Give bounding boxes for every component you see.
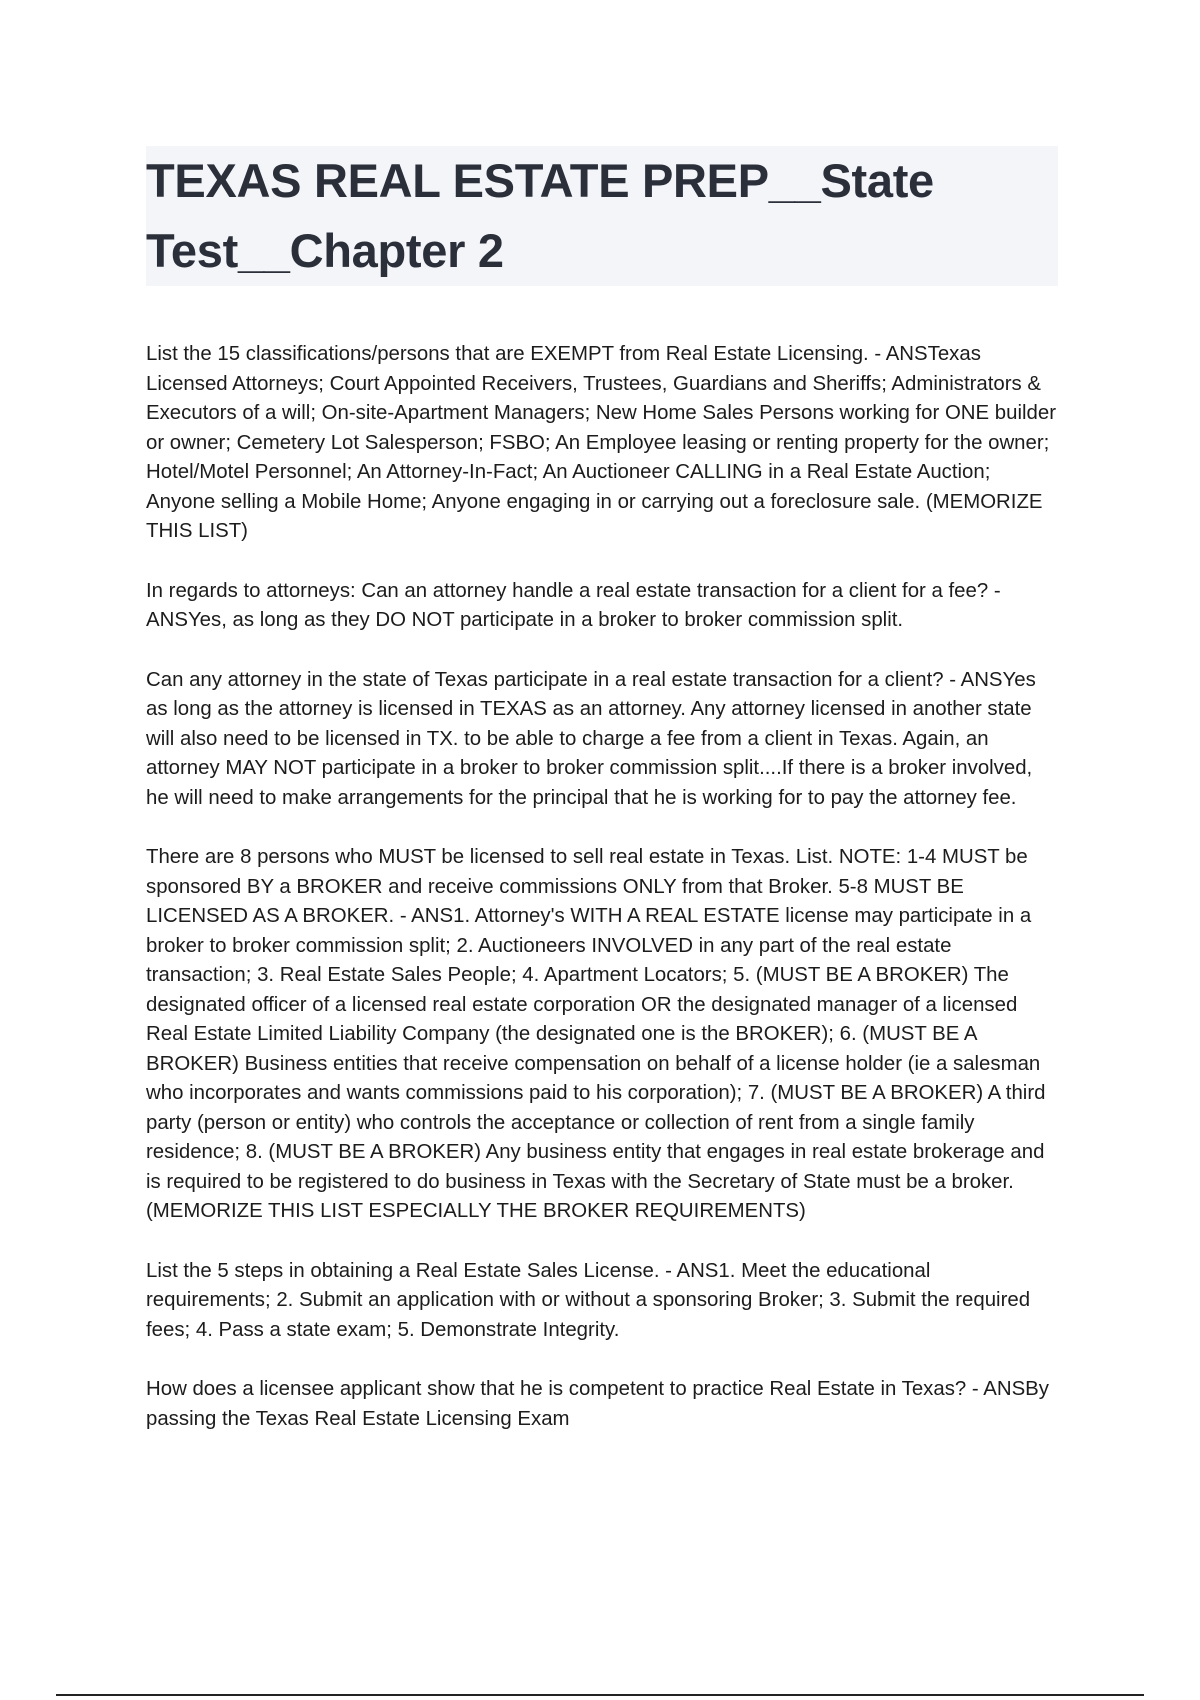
answer-text: Texas Licensed Attorneys; Court Appointed Receivers, Trustees, Guardians and Sheriffs; Administrators & Executors of a will; On-site-Apartment Managers; New Home Sales Persons working for ONE builder or owner; Cemetery Lot Salesperson; FSBO; An Employee leasing or renting property for the owner; Hotel/Motel Personnel; An Attorney-In-Fact; An Auctioneer CALLING in a Real Estate Auction; Anyone selling a Mobile Home; Anyone engaging in or carrying out a foreclosure sale. (MEMORIZE THIS LIST): [146, 343, 1057, 542]
qa-item: [146, 843, 1058, 1227]
question-text: Can any attorney in the state of Texas participate in a real estate transaction for a client?: [146, 668, 944, 691]
answer-separator: - ANS: [394, 905, 454, 927]
answer-text: 1. Attorney's WITH A REAL ESTATE license may participate in a broker to broker commission split; 2. Auctioneers INVOLVED in any part of the real estate transaction; 3. Real Estate Sales People; 4. Apartment Locators; 5. (MUST BE A BROKER) The designated officer of a licensed real estate corporation OR the designated manager of a licensed Real Estate Limited Liability Company (the designated one is the BROKER); 6. (MUST BE A BROKER) Business entities that receive compensation on behalf of a license holder (ie a salesman who incorporates and wants commissions paid to his corporation); 7. (MUST BE A BROKER) A third party (person or entity) who controls the acceptance or collection of rent from a single family residence; 8. (MUST BE A BROKER) Any business entity that engages in real estate brokerage and is required to be registered to do business in Texas with the Secretary of State must be a broker. (MEMORIZE THIS LIST ESPECIALLY THE BROKER REQUIREMENTS): [146, 905, 1046, 1222]
answer-text: 1. Meet the educational requirements; 2. Submit an application with or without a sponsoring Broker; 3. Submit the required fees; 4. Pass a state exam; 5. Demonstrate Integrity.: [146, 1259, 1031, 1341]
question-text: List the 15 classifications/persons that are EXEMPT from Real Estate Licensing.: [146, 343, 869, 365]
qa-item: [146, 340, 1058, 547]
question-text: There are 8 persons who MUST be licensed to sell real estate in Texas. List. NOTE: 1-4 MUST be sponsored BY a BROKER and receive commissions ONLY from that Broker. 5-8 MUST BE LICENSED AS A BROKER.: [146, 846, 1028, 927]
question-text: How does a licensee applicant show that he is competent to practice Real Estate in Texas?: [146, 1378, 967, 1400]
answer-text: By passing the Texas Real Estate Licensing Exam: [146, 1378, 1049, 1430]
answer-separator: - ANS: [868, 343, 928, 365]
qa-item: [146, 577, 1058, 636]
qa-list: [146, 340, 1058, 1464]
answer-text: Yes as long as the attorney is licensed in TEXAS as an attorney. Any attorney licensed in another state will also need to be licensed in TX. to be able to charge a fee from a client in Texas. Again, an attorney MAY NOT participate in a broker to broker commission split....If there is a broker involved, he will need to make arrangements for the principal that he is working for to pay the attorney fee.: [146, 668, 1036, 809]
answer-separator: - ANS: [146, 579, 1001, 631]
answer-separator: - ANS: [659, 1259, 719, 1282]
answer-separator: - ANS: [943, 668, 1003, 691]
document-title: TEXAS REAL ESTATE PREP__State Test__Chapter 2: [146, 154, 934, 277]
answer-separator: - ANS: [966, 1378, 1026, 1400]
qa-item: [146, 1257, 1058, 1346]
title-block: [146, 146, 1058, 286]
footer-divider: [56, 1694, 1144, 1696]
question-text: In regards to attorneys: Can an attorney handle a real estate transaction for a client for a fee?: [146, 579, 989, 602]
qa-item: [146, 1375, 1058, 1434]
qa-item: [146, 666, 1058, 814]
answer-text: Yes, as long as they DO NOT participate in a broker to broker commission split.: [187, 609, 904, 631]
question-text: List the 5 steps in obtaining a Real Estate Sales License.: [146, 1259, 660, 1282]
